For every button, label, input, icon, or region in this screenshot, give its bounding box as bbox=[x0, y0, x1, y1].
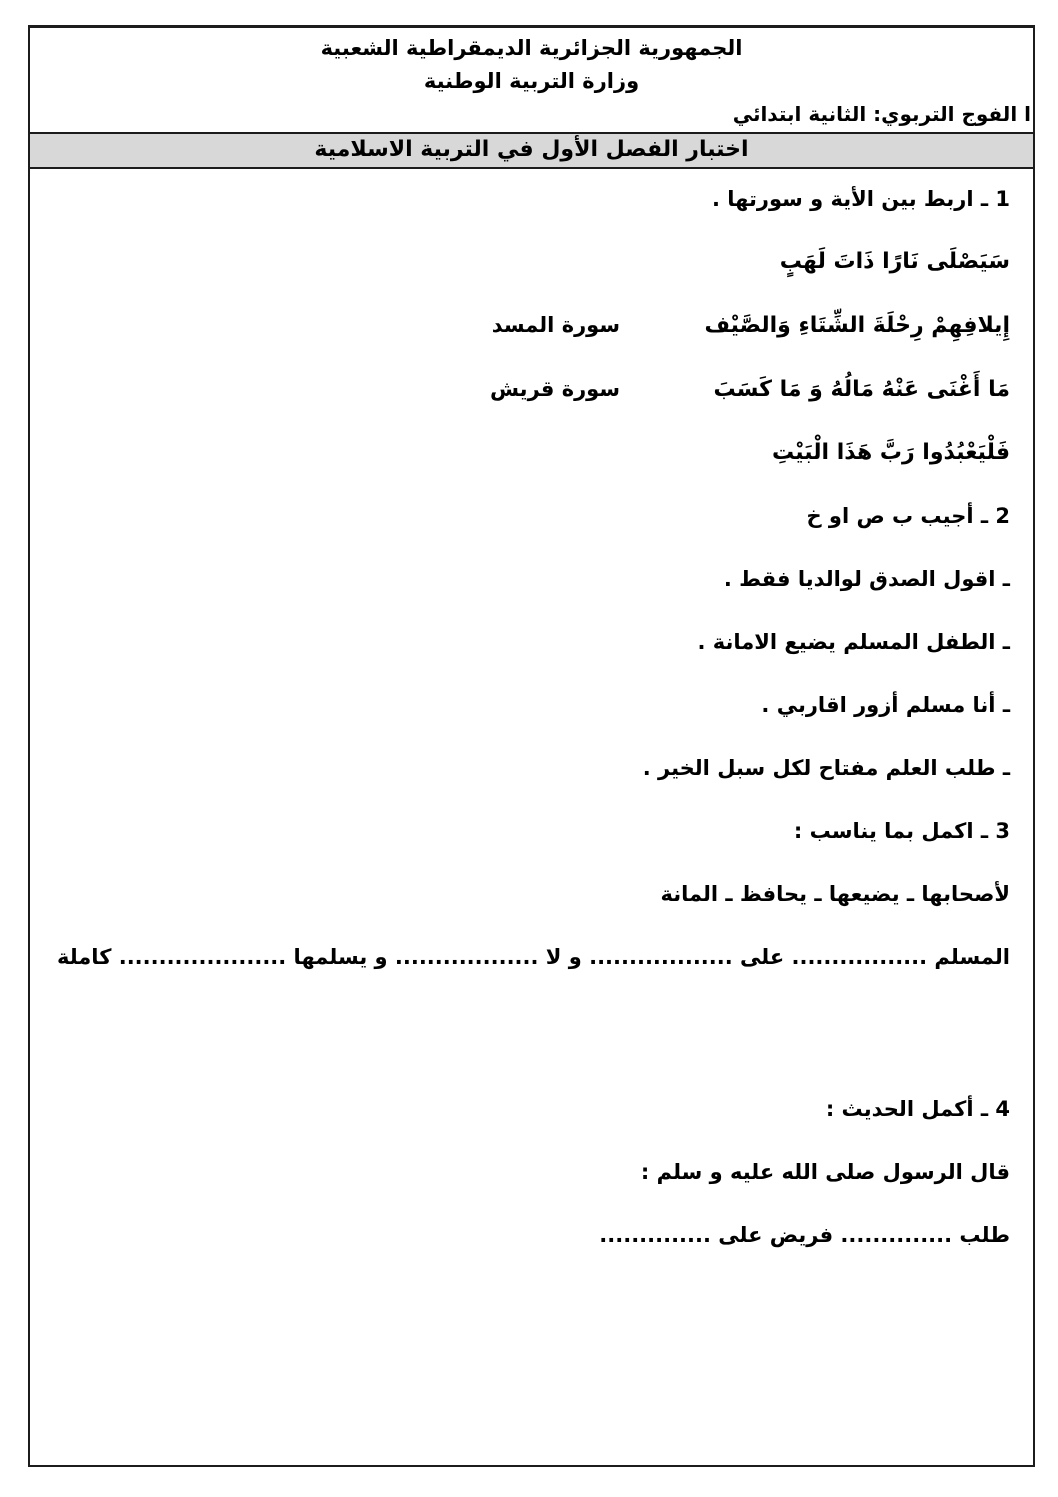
exam-sheet bbox=[28, 25, 1035, 1467]
class-group-line: ا الفوج التربوي: الثانية ابتدائي bbox=[732, 102, 1031, 126]
true-false-item: ـ أنا مسلم أزور اقاربي . bbox=[761, 693, 1010, 717]
true-false-item: ـ الطفل المسلم يضيع الامانة . bbox=[697, 630, 1010, 654]
republic-title: الجمهورية الجزائرية الديمقراطية الشعبية bbox=[320, 36, 743, 60]
question-3-heading: 3 ـ اكمل بما يناسب : bbox=[793, 819, 1010, 843]
true-false-item: ـ طلب العلم مفتاح لكل سبل الخير . bbox=[642, 756, 1010, 780]
match-row bbox=[53, 247, 1010, 277]
surah-name: سورة المسد bbox=[491, 313, 620, 337]
document-header bbox=[30, 28, 1033, 132]
question-4-heading: 4 ـ أكمل الحديث : bbox=[825, 1097, 1010, 1121]
true-false-item: ـ اقول الصدق لوالديا فقط . bbox=[723, 567, 1010, 591]
hadith-fill-in-blanks: طلب .............. فريض على .............. bbox=[599, 1223, 1010, 1247]
quran-verse: فَلْيَعْبُدُوا رَبَّ هَذَا الْبَيْتِ bbox=[772, 440, 1010, 465]
exam-body bbox=[30, 169, 1033, 1250]
quran-verse: إِيلافِهِمْ رِحْلَةَ الشِّتَاءِ وَالصَّيْف bbox=[704, 313, 1010, 338]
question-2-heading: 2 ـ أجيب ب ص او خ bbox=[806, 504, 1010, 528]
quran-verse: سَيَصْلَى نَارًا ذَاتَ لَهَبٍ bbox=[779, 249, 1010, 274]
exam-title-bar: اختبار الفصل الأول في التربية الاسلامية bbox=[30, 132, 1033, 169]
surah-name: سورة قريش bbox=[490, 377, 620, 401]
match-row bbox=[53, 374, 1010, 405]
match-row bbox=[53, 310, 1010, 341]
match-row bbox=[53, 438, 1010, 468]
hadith-intro: قال الرسول صلى الله عليه و سلم : bbox=[640, 1160, 1010, 1184]
fill-in-blanks-sentence: المسلم ................. على .................. و لا .................. و يسلمها ..................... كاملة bbox=[57, 945, 1010, 969]
quran-verse: مَا أَغْنَى عَنْهُ مَالُهُ وَ مَا كَسَبَ bbox=[713, 377, 1010, 402]
word-bank: لأصحابها ـ يضيعها ـ يحافظ ـ المانة bbox=[660, 882, 1010, 906]
question-1-heading: 1 ـ اربط بين الأية و سورتها . bbox=[711, 187, 1010, 211]
ministry-title: وزارة التربية الوطنية bbox=[423, 69, 640, 93]
